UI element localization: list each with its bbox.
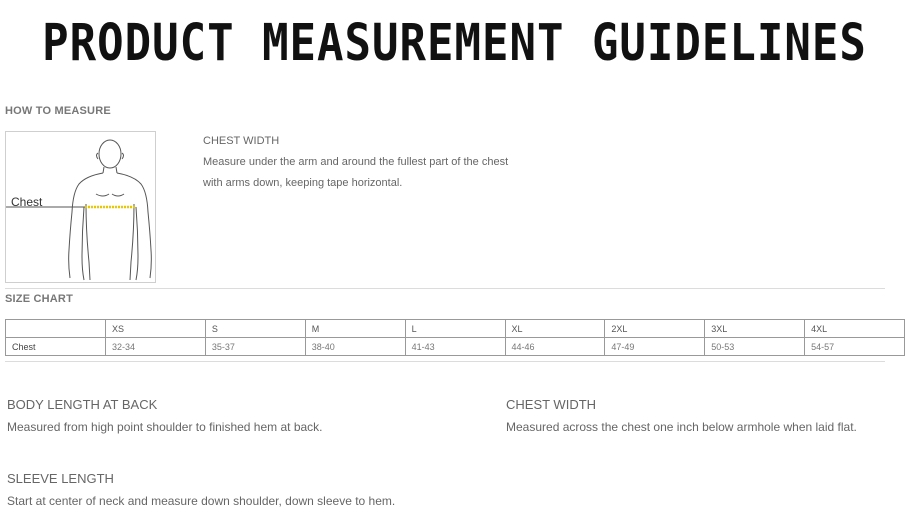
body-length-instructions: Measured from high point shoulder to finished hem at back. bbox=[7, 420, 323, 434]
size-chart-table bbox=[5, 319, 905, 356]
size-header-cell: 3XL bbox=[705, 320, 805, 338]
measurement-cell: 47-49 bbox=[605, 338, 705, 356]
body-length-heading: BODY LENGTH AT BACK bbox=[7, 397, 158, 412]
measurement-cell: 50-53 bbox=[705, 338, 805, 356]
size-header-cell: M bbox=[305, 320, 405, 338]
chest-width-line-2: with arms down, keeping tape horizontal. bbox=[203, 177, 403, 189]
measurement-cell: 35-37 bbox=[205, 338, 305, 356]
size-header-cell: XL bbox=[505, 320, 605, 338]
measurement-cell: 38-40 bbox=[305, 338, 405, 356]
size-header-cell: 2XL bbox=[605, 320, 705, 338]
chest-figure-label: Chest bbox=[11, 195, 43, 209]
sleeve-length-heading: SLEEVE LENGTH bbox=[7, 471, 114, 486]
how-to-measure-label: HOW TO MEASURE bbox=[5, 105, 111, 117]
page-title: PRODUCT MEASUREMENT GUIDELINES bbox=[42, 14, 867, 73]
table-row bbox=[6, 338, 905, 356]
chest-width-heading: CHEST WIDTH bbox=[203, 135, 280, 147]
chest-width-guide-instructions: Measured across the chest one inch below armhole when laid flat. bbox=[506, 420, 857, 434]
measurement-cell: 32-34 bbox=[106, 338, 206, 356]
size-header-cell: S bbox=[205, 320, 305, 338]
section-divider bbox=[5, 361, 885, 362]
size-header-row bbox=[6, 320, 905, 338]
sleeve-length-instructions: Start at center of neck and measure down shoulder, down sleeve to hem. bbox=[7, 494, 396, 508]
header-corner-cell bbox=[6, 320, 106, 338]
measurement-cell: 54-57 bbox=[805, 338, 905, 356]
chest-width-instructions bbox=[203, 152, 543, 194]
size-header-cell: 4XL bbox=[805, 320, 905, 338]
size-header-cell: XS bbox=[106, 320, 206, 338]
chest-width-line-1: Measure under the arm and around the fullest part of the chest bbox=[203, 156, 509, 168]
row-label-cell: Chest bbox=[6, 338, 106, 356]
size-chart-label: SIZE CHART bbox=[5, 293, 73, 305]
section-divider bbox=[5, 288, 885, 289]
chest-width-guide-heading: CHEST WIDTH bbox=[506, 397, 597, 412]
measurement-cell: 41-43 bbox=[405, 338, 505, 356]
measurement-cell: 44-46 bbox=[505, 338, 605, 356]
body-figure bbox=[5, 131, 156, 283]
size-header-cell: L bbox=[405, 320, 505, 338]
